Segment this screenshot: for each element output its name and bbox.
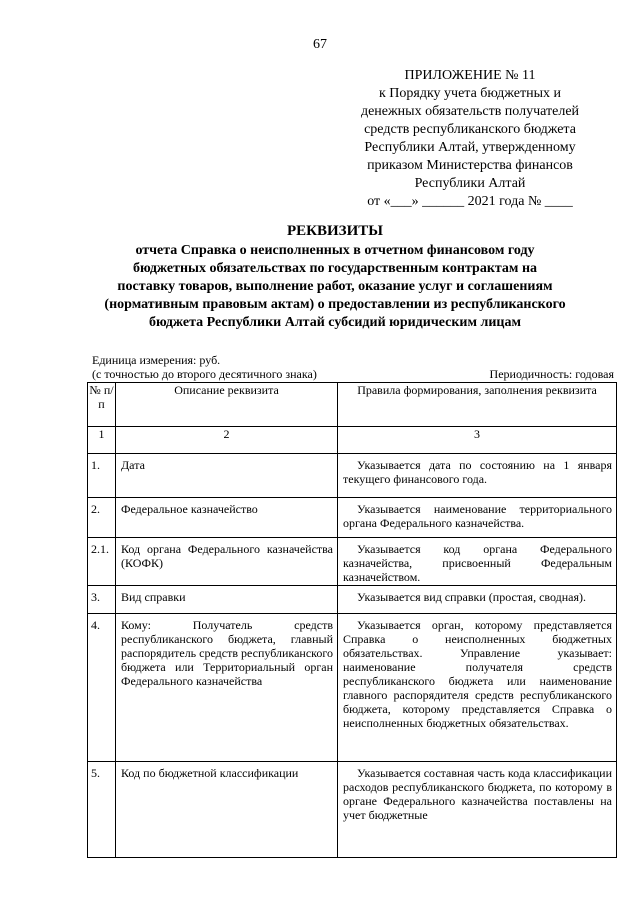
title-line: отчета Справка о неисполненных в отчетном финансовом году xyxy=(135,243,535,258)
column-number-row xyxy=(88,427,617,454)
header-description: Описание реквизита xyxy=(116,383,338,427)
unit-of-measure: Единица измерения: руб. xyxy=(92,353,221,367)
appendix-line: приказом Министерства финансов xyxy=(367,158,573,173)
title-line: (нормативным правовым актам) о предоставлении из республиканского xyxy=(104,297,566,312)
appendix-line: к Порядку учета бюджетных и xyxy=(378,86,562,101)
row-number: 2. xyxy=(88,498,116,538)
periodicity: Периодичность: годовая xyxy=(489,367,614,381)
row-number: 5. xyxy=(88,762,116,858)
requisites-table xyxy=(87,382,617,858)
row-number: 3. xyxy=(88,586,116,614)
row-number: 2.1. xyxy=(88,538,116,586)
appendix-title: ПРИЛОЖЕНИЕ № 11 xyxy=(404,68,536,83)
title-line: бюджетных обязательствах по государственным контрактам на xyxy=(132,261,538,276)
table-row xyxy=(88,762,617,858)
appendix-line: денежных обязательств получателей xyxy=(360,104,580,119)
row-description: Дата xyxy=(116,454,338,498)
row-number: 1. xyxy=(88,454,116,498)
row-description: Кому: Получатель средств республиканского бюджета, главный распорядитель средств республиканского бюджета или Территориальный орган Федерального казначейства xyxy=(116,614,338,762)
row-description: Код по бюджетной классификации xyxy=(116,762,338,858)
row-rule: Указывается орган, которому представляется Справка о неисполненных бюджетных обязательствах. Управление указывает: наименование получателя средств республиканского бюджета или наименование главного распорядителя средств республиканского бюджета, которому представляется Справка о неисполненных бюджетных обязательствах. xyxy=(338,614,617,762)
header-number: № п/п xyxy=(88,383,116,427)
row-rule: Указывается дата по состоянию на 1 января текущего финансового года. xyxy=(338,454,617,498)
appendix-line: Республики Алтай xyxy=(414,176,526,191)
page-number: 67 xyxy=(313,37,327,52)
row-description: Федеральное казначейство xyxy=(116,498,338,538)
table-row xyxy=(88,538,617,586)
column-number: 2 xyxy=(116,427,338,454)
row-description: Вид справки xyxy=(116,586,338,614)
header-rules: Правила формирования, заполнения реквизита xyxy=(338,383,617,427)
precision-note: (с точностью до второго десятичного знака) xyxy=(92,367,317,381)
row-rule: Указывается наименование территориального органа Федерального казначейства. xyxy=(338,498,617,538)
table-row xyxy=(88,586,617,614)
appendix-date-line: от «___» ______ 2021 года № ____ xyxy=(367,194,573,209)
row-rule: Указывается код органа Федерального казначейства, присвоенный Федеральным казначейством. xyxy=(338,538,617,586)
table-header-row xyxy=(88,383,617,427)
unit-info xyxy=(92,353,317,381)
column-number: 3 xyxy=(338,427,617,454)
row-number: 4. xyxy=(88,614,116,762)
appendix-line: средств республиканского бюджета xyxy=(364,122,576,137)
row-rule: Указывается составная часть кода классификации расходов республиканского бюджета, по которому в органе Федерального казначейства поставлены на учет бюджетные xyxy=(338,762,617,858)
row-description: Код органа Федерального казначейства (КОФК) xyxy=(116,538,338,586)
table-row xyxy=(88,454,617,498)
column-number: 1 xyxy=(88,427,116,454)
title-heading: РЕКВИЗИТЫ xyxy=(286,223,384,239)
table-row xyxy=(88,498,617,538)
row-rule: Указывается вид справки (простая, сводная). xyxy=(338,586,617,614)
title-line: поставку товаров, выполнение работ, оказание услуг и соглашениям xyxy=(117,279,553,294)
appendix-line: Республики Алтай, утвержденному xyxy=(364,140,576,155)
title-line: бюджета Республики Алтай субсидий юридическим лицам xyxy=(148,315,522,330)
table-row xyxy=(88,614,617,762)
appendix-header xyxy=(325,67,615,211)
document-title xyxy=(70,222,600,332)
